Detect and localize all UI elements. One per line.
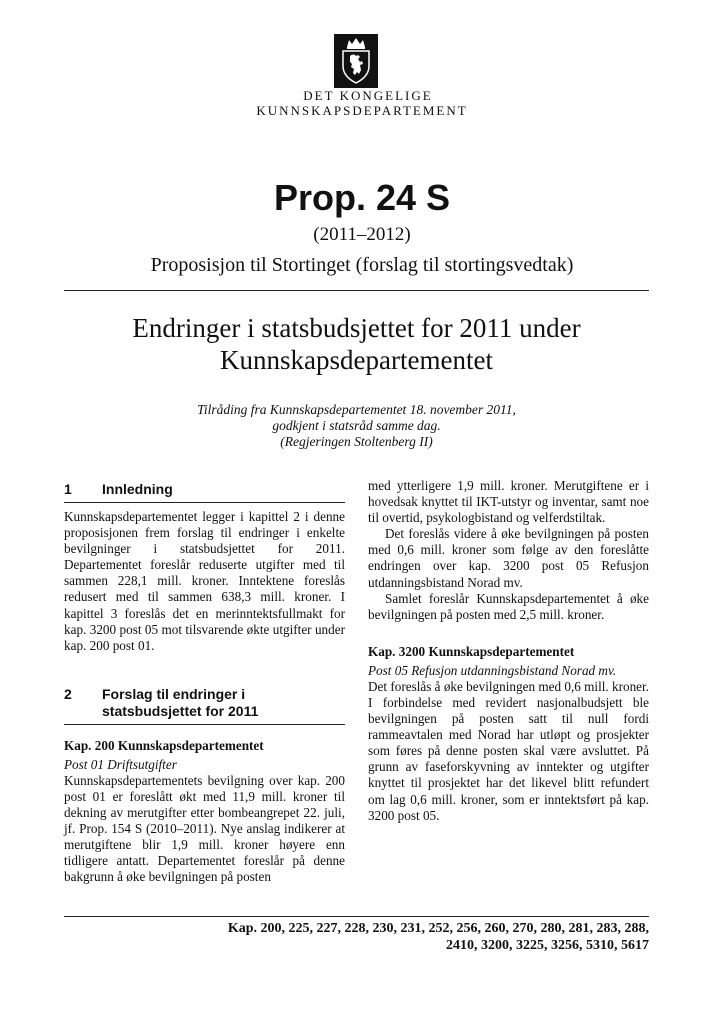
department-name-line1: DET KONGELIGE — [303, 88, 433, 103]
kap200-paragraph: Kunnskapsdepartementets bevilgning over kap. 200 post 01 er foreslått økt med 11,9 mill. kroner til dekning av merutgifter etter bombeangrepet 22. juli, jf. Prop. 154 S (2010–2011). Nye anslag indikerer at merutgiftene blir 1,9 mill. kroner høyere enn tidligere antatt. Departementet foreslår på denne bakgrunn å øke bevilgningen på posten — [64, 772, 345, 885]
coat-of-arms-icon — [334, 34, 378, 88]
kap3200-paragraph: Det foreslås å øke bevilgningen med 0,6 mill. kroner. I forbindelse med revidert nasjonalbudsjett ble bevilgningen på posten satt til null fordi rammeavtalen med Norad har utløpt og prosjekter som føres på denne posten skal være avsluttet. På grunn av faseforskyvning av inntekter og utgifter knyttet til prosjektet har det likevel blitt refundert om lag 0,6 mill. kroner, som er inntektsført på kap. 3200 post 05. — [368, 678, 649, 823]
document-title-line2: Kunnskapsdepartementet — [220, 345, 493, 375]
paragraph-increase: Det foreslås videre å øke bevilgningen på posten med 0,6 mill. kroner som følge av den foreslåtte endringen over kap. 3200 post 05 Refusjon utdanningsbistand Norad mv. — [368, 526, 649, 590]
section-heading-2 — [64, 686, 345, 725]
approval-line2: godkjent i statsråd samme dag. — [272, 418, 441, 433]
proposition-subtitle: Proposisjon til Stortinget (forslag til stortingsvedtak) — [150, 254, 574, 276]
paragraph-total: Samlet foreslår Kunnskapsdepartementet å øke bevilgningen på posten med 2,5 mill. kroner. — [368, 590, 649, 622]
chapter-heading-kap3200: Kap. 3200 Kunnskapsdepartementet — [368, 643, 575, 659]
continuation-paragraph: med ytterligere 1,9 mill. kroner. Merutgiftene er i hovedsak knyttet til IKT-utstyr og inventar, samt noe til overtid, psykologbistand og velferdstiltak. — [368, 478, 649, 526]
right-column — [368, 478, 649, 824]
approval-line1: Tilråding fra Kunnskapsdepartementet 18. november 2011, — [197, 402, 516, 417]
intro-paragraph: Kunnskapsdepartementet legger i kapittel 2 i denne proposisjonen frem forslag til endringer i enkelte bevilgninger i statsbudsjettet for 2011. Departementet foreslår reduserte utgifter med til sammen 228,1 mill. kroner. Inntektene foreslås redusert med til sammen 638,3 mill. kroner. I kapittel 3 foreslås det en merinntektsfullmakt for kap. 3200 post 05 mot tilsvarende økte utgifter under kap. 200 post 01. — [64, 509, 345, 653]
chapter-list-line2: 2410, 3200, 3225, 3256, 5310, 5617 — [446, 938, 649, 953]
post-heading-post01: Post 01 Driftsutgifter — [64, 756, 177, 772]
document-title — [64, 312, 649, 376]
chapter-heading-kap200: Kap. 200 Kunnskapsdepartementet — [64, 737, 264, 753]
post-heading-post05: Post 05 Refusjon utdanningsbistand Norad mv. — [368, 662, 617, 678]
footer-divider — [64, 916, 649, 917]
proposition-number: Prop. 24 S — [273, 177, 451, 218]
department-name-line2: KUNNSKAPSDEPARTEMENT — [256, 103, 468, 118]
left-column — [64, 478, 345, 886]
approval-line3: (Regjeringen Stoltenberg II) — [280, 434, 433, 449]
section-title: Innledning — [102, 481, 173, 497]
title-divider — [64, 290, 649, 291]
document-title-line1: Endringer i statsbudsjettet for 2011 under — [132, 313, 581, 343]
chapter-list-footer — [64, 920, 649, 954]
section-title: Forslag til endringer i statsbudsjettet for 2011 — [102, 685, 259, 719]
section-heading-1 — [64, 481, 345, 503]
approval-note — [64, 402, 649, 450]
section-number: 1 — [64, 481, 72, 497]
chapter-list-line1: Kap. 200, 225, 227, 228, 230, 231, 252, 256, 260, 270, 280, 281, 283, 288, — [227, 921, 649, 936]
session-years: (2011–2012) — [313, 224, 411, 245]
section-number: 2 — [64, 685, 72, 702]
